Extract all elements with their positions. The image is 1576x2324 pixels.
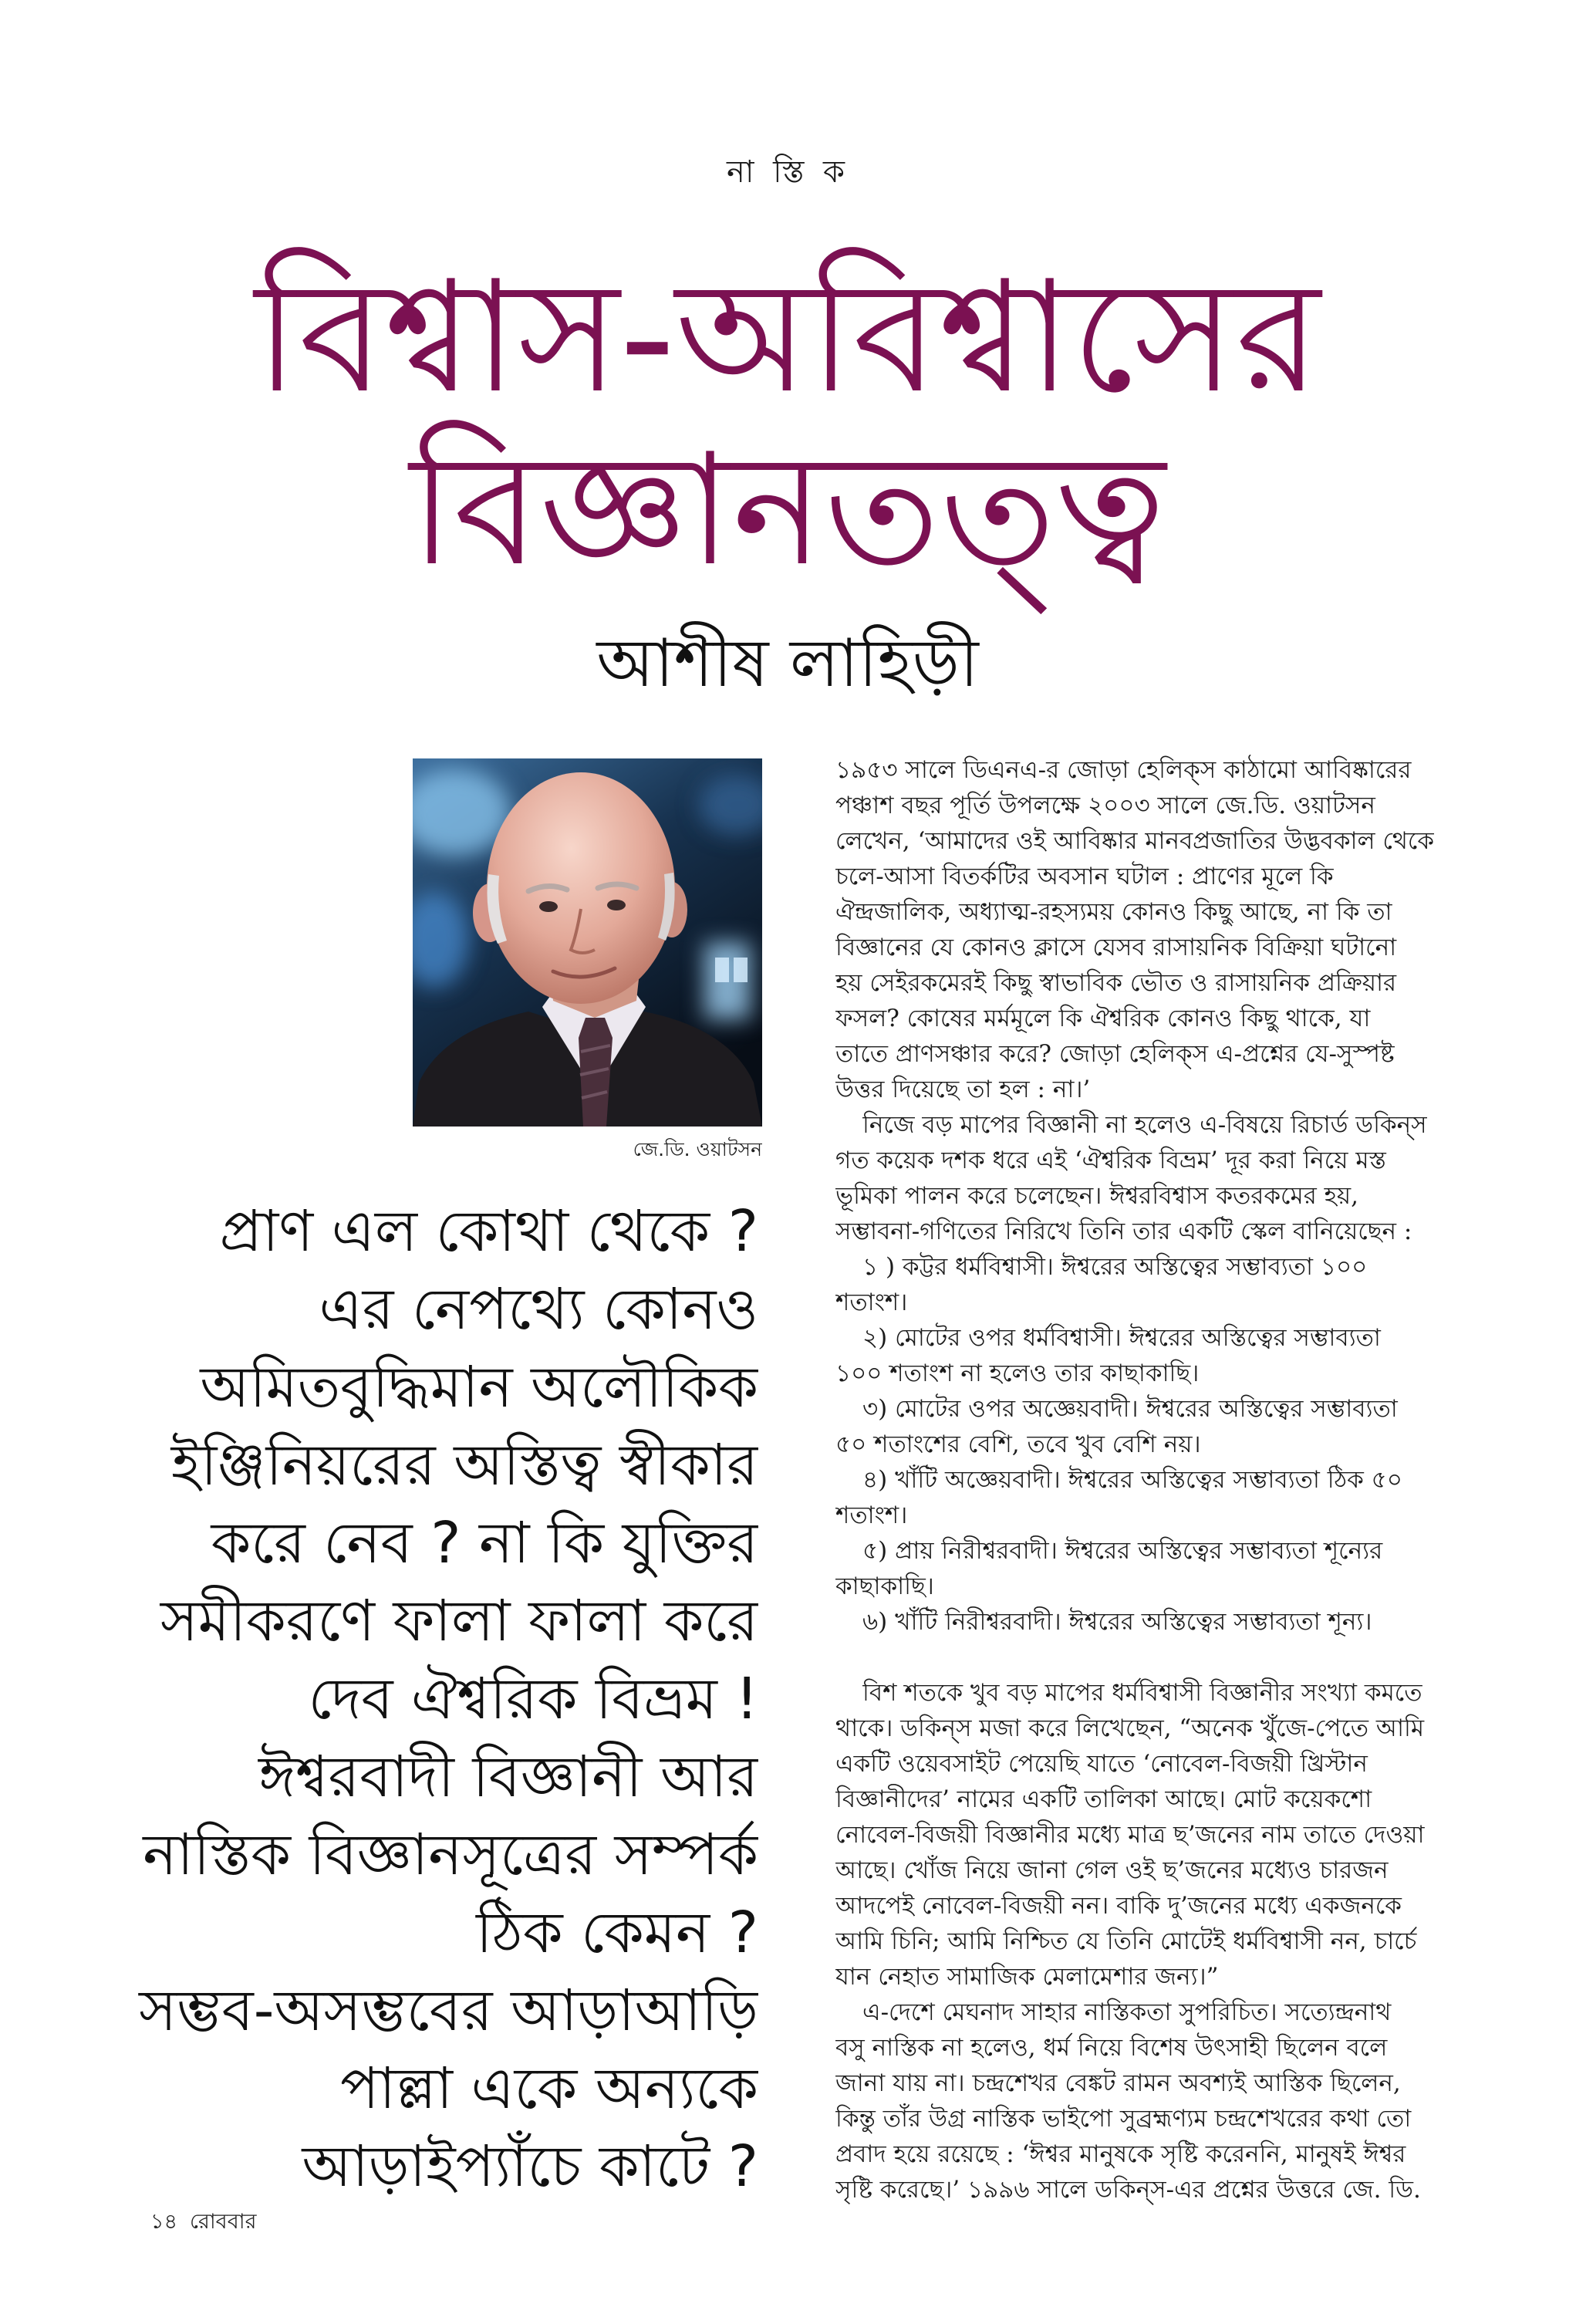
body-line-text: এ-দেশে মেঘনাদ সাহার নাস্তিকতা সুপরিচিত। সত্যেন্দ্রনাথ bbox=[862, 1998, 1392, 2026]
body-line bbox=[835, 2066, 1434, 2101]
paragraph bbox=[835, 1391, 1434, 1462]
body-line bbox=[835, 823, 1434, 859]
body-line-text: তাতে প্রাণসঞ্চার করে? জোড়া হেলিক্‌স এ-প্রশ্নের যে-সুস্পষ্ট bbox=[835, 1040, 1395, 1068]
body-line bbox=[862, 1462, 1434, 1498]
pull-quote-line-text: আড়াইপ্যাঁচে কাটে ? bbox=[302, 2133, 758, 2200]
paragraph bbox=[835, 1533, 1434, 1604]
body-line-text: জানা যায় না। চন্দ্রশেখর বেঙ্কট রামন অবশ্যই আস্তিক ছিলেন, bbox=[835, 2069, 1401, 2097]
head bbox=[487, 772, 675, 1004]
body-line-text: বিজ্ঞানীদের’ নামের একটি তালিকা আছে। মোট কয়েকশো bbox=[835, 1785, 1372, 1813]
body-line-text: লেখেন, ‘আমাদের ওই আবিষ্কার মানবপ্রজাতির উদ্ভবকাল থেকে bbox=[835, 827, 1434, 855]
article-body bbox=[835, 752, 1434, 2207]
pull-quote-line bbox=[116, 1972, 758, 2050]
body-line-text: ভূমিকা পালন করে চলেছেন। ঈশ্বরবিশ্বাস কতরকমের হয়, bbox=[835, 1182, 1359, 1210]
body-line-text: নিজে বড় মাপের বিজ্ঞানী না হলেও এ-বিষয়ে রিচার্ড ডকিন্‌স bbox=[862, 1111, 1427, 1139]
pull-quote-line bbox=[116, 1427, 758, 1505]
body-line bbox=[862, 1107, 1434, 1143]
body-line bbox=[835, 1569, 1434, 1604]
body-line-text: যান নেহাত সামাজিক মেলামেশার জন্য।” bbox=[835, 1963, 1219, 1991]
right-eye bbox=[607, 900, 626, 910]
pull-quote-line-text: অমিতবুদ্ধিমান অলৌকিক bbox=[200, 1354, 758, 1420]
body-line-text: ৩) মোটের ওপর অজ্ঞেয়বাদী। ঈশ্বরের অস্তিত্বের সম্ভাব্যতা bbox=[862, 1395, 1398, 1423]
body-line-text: হয় সেইরকমেরই কিছু স্বাভাবিক ভৌত ও রাসায়নিক প্রক্রিয়ার bbox=[835, 969, 1397, 997]
body-line bbox=[835, 1959, 1434, 1995]
body-line-text: ৪) খাঁটি অজ্ঞেয়বাদী। ঈশ্বরের অস্তিত্বের সম্ভাব্যতা ঠিক ৫০ bbox=[862, 1466, 1402, 1494]
body-line-text: আছে। খোঁজ নিয়ে জানা গেল ওই ছ’জনের মধ্যেও চারজন bbox=[835, 1856, 1389, 1884]
body-line bbox=[835, 2172, 1434, 2207]
body-line bbox=[835, 2137, 1434, 2172]
pull-quote-line-text: ঠিক কেমন ? bbox=[476, 1900, 758, 1966]
body-line bbox=[835, 1888, 1434, 1924]
photo-caption bbox=[413, 1137, 762, 1162]
body-line bbox=[835, 1711, 1434, 1746]
window-pane bbox=[734, 958, 748, 982]
body-line bbox=[835, 1214, 1434, 1249]
body-line bbox=[835, 1817, 1434, 1853]
body-line bbox=[835, 1285, 1434, 1320]
body-line bbox=[835, 1356, 1434, 1391]
text-block bbox=[835, 1675, 1434, 2207]
pull-quote-line bbox=[116, 2050, 758, 2128]
pull-quote-line bbox=[116, 1894, 758, 1972]
body-line-text: আদপেই নোবেল-বিজয়ী নন। বাকি দু’জনের মধ্যে একজনকে bbox=[835, 1892, 1402, 1920]
body-line bbox=[835, 859, 1434, 894]
section-label bbox=[0, 151, 1576, 193]
paragraph bbox=[835, 1320, 1434, 1391]
body-line-text: বিশ শতকে খুব বড় মাপের ধর্মবিশ্বাসী বিজ্ঞানীর সংখ্যা কমতে bbox=[862, 1679, 1422, 1707]
article-title-text-1: বিশ্বাস-অবিশ্বাসের bbox=[255, 248, 1321, 427]
left-eye bbox=[539, 901, 558, 912]
paragraph bbox=[835, 1107, 1434, 1249]
body-line bbox=[835, 2030, 1434, 2066]
pull-quote-line-text: পাল্লা একে অন্যকে bbox=[340, 2055, 758, 2122]
body-line-text: চলে-আসা বিতর্কটির অবসান ঘটাল : প্রাণের মূলে কি bbox=[835, 863, 1334, 890]
body-line bbox=[862, 1675, 1434, 1711]
pull-quote-line-text: প্রাণ এল কোথা থেকে ? bbox=[219, 1198, 758, 1265]
body-line bbox=[862, 1533, 1434, 1569]
pull-quote-line-text: করে নেব ? না কি যুক্তির bbox=[211, 1510, 758, 1576]
window-pane bbox=[715, 958, 729, 982]
body-line bbox=[835, 752, 1434, 788]
body-line bbox=[862, 1320, 1434, 1356]
body-line-text: ১ ) কট্টর ধর্মবিশ্বাসী। ঈশ্বরের অস্তিত্বের সম্ভাব্যতা ১০০ bbox=[862, 1253, 1368, 1281]
pull-quote-line bbox=[116, 2128, 758, 2206]
paragraph bbox=[835, 1249, 1434, 1320]
body-line bbox=[835, 1853, 1434, 1888]
body-line-text: শতাংশ। bbox=[835, 1501, 908, 1529]
pull-quote-line bbox=[116, 1193, 758, 1271]
body-line bbox=[835, 1178, 1434, 1214]
body-line bbox=[835, 1746, 1434, 1782]
body-line bbox=[862, 1249, 1434, 1285]
body-line-text: থাকে। ডকিন্‌স মজা করে লিখেছেন, “অনেক খুঁজে-পেতে আমি bbox=[835, 1714, 1425, 1742]
body-line-text: ফসল? কোষের মর্মমূলে কি ঐশ্বরিক কোনও কিছু থাকে, যা bbox=[835, 1005, 1371, 1032]
photo-caption-text: জে.ডি. ওয়াটসন bbox=[633, 1138, 762, 1160]
body-line-text: আমি চিনি; আমি নিশ্চিত যে তিনি মোটেই ধর্মবিশ্বাসী নন, চার্চে bbox=[835, 1927, 1417, 1955]
paragraph bbox=[835, 1604, 1434, 1640]
pull-quote-line bbox=[116, 1660, 758, 1738]
body-line bbox=[835, 1072, 1434, 1107]
pull-quote-line-text: ঈশ্বরবাদী বিজ্ঞানী আর bbox=[258, 1744, 758, 1810]
body-line bbox=[862, 1995, 1434, 2030]
portrait-photo bbox=[413, 758, 762, 1127]
article-title-line-1 bbox=[93, 248, 1482, 427]
body-line-text: শতাংশ। bbox=[835, 1289, 908, 1316]
body-line bbox=[835, 1143, 1434, 1178]
body-line-text: ঐন্দ্রজালিক, অধ্যাত্ম-রহস্যময় কোনও কিছু আছে, না কি তা bbox=[835, 898, 1392, 926]
portrait-illustration bbox=[413, 758, 762, 1127]
body-line bbox=[835, 930, 1434, 965]
section-label-text: না স্তি ক bbox=[726, 154, 850, 190]
body-line bbox=[835, 1427, 1434, 1462]
body-line-text: ৬) খাঁটি নিরীশ্বরবাদী। ঈশ্বরের অস্তিত্বের সম্ভাব্যতা শূন্য। bbox=[862, 1608, 1372, 1636]
body-line-text: বিজ্ঞানের যে কোনও ক্লাসে যেসব রাসায়নিক বিক্রিয়া ঘটানো bbox=[835, 934, 1397, 961]
pull-quote-line bbox=[116, 1349, 758, 1427]
body-line bbox=[862, 1391, 1434, 1427]
body-line-text: সম্ভাবনা-গণিতের নিরিখে তিনি তার একটি স্কেল বানিয়েছেন : bbox=[835, 1218, 1412, 1245]
body-line-text: নোবেল-বিজয়ী বিজ্ঞানীর মধ্যে মাত্র ছ’জনের নাম তাতে দেওয়া bbox=[835, 1821, 1425, 1849]
body-line bbox=[835, 1001, 1434, 1036]
body-line-text: ১০০ শতাংশ না হলেও তার কাছাকাছি। bbox=[835, 1360, 1200, 1387]
body-line bbox=[835, 1036, 1434, 1072]
pull-quote-line-text: নাস্তিক বিজ্ঞানসূত্রের সম্পর্ক bbox=[143, 1822, 758, 1888]
body-line-text: উত্তর দিয়েছে তা হল : না।’ bbox=[835, 1076, 1091, 1103]
paragraph bbox=[835, 1995, 1434, 2207]
paragraph bbox=[835, 1462, 1434, 1533]
body-line-text: পঞ্চাশ বছর পূর্তি উপলক্ষে ২০০৩ সালে জে.ডি. ওয়াটসন bbox=[835, 792, 1375, 819]
pull-quote-line bbox=[116, 1505, 758, 1583]
author-byline bbox=[325, 625, 1250, 702]
body-line bbox=[835, 1782, 1434, 1817]
body-line bbox=[862, 1604, 1434, 1640]
body-line-text: বসু নাস্তিক না হলেও, ধর্ম নিয়ে বিশেষ উৎসাহী ছিলেন বলে bbox=[835, 2034, 1388, 2062]
pull-quote-line-text: এর নেপথ্যে কোনও bbox=[319, 1276, 758, 1343]
paragraph bbox=[835, 752, 1434, 1107]
pull-quote-line bbox=[116, 1816, 758, 1894]
pull-quote-line bbox=[116, 1738, 758, 1816]
page-footer bbox=[150, 2208, 256, 2236]
body-line bbox=[835, 1924, 1434, 1959]
body-line-text: ১৯৫৩ সালে ডিএনএ-র জোড়া হেলিক্‌স কাঠামো আবিষ্কারের bbox=[835, 756, 1412, 784]
paragraph bbox=[835, 1675, 1434, 1995]
body-line bbox=[835, 788, 1434, 823]
magazine-name: রোববার bbox=[190, 2210, 257, 2234]
body-line bbox=[835, 1498, 1434, 1533]
page-number: ১৪ bbox=[150, 2210, 178, 2234]
article-title-line-2 bbox=[93, 421, 1482, 600]
body-line bbox=[835, 965, 1434, 1001]
pull-quote-line-text: সমীকরণে ফালা ফালা করে bbox=[160, 1588, 758, 1654]
body-line-text: গত কয়েক দশক ধরে এই ‘ঐশ্বরিক বিভ্রম’ দূর করা নিয়ে মস্ত bbox=[835, 1147, 1386, 1174]
body-line-text: ৫) প্রায় নিরীশ্বরবাদী। ঈশ্বরের অস্তিত্বের সম্ভাব্যতা শূন্যের bbox=[862, 1537, 1383, 1565]
pull-quote-line bbox=[116, 1271, 758, 1349]
article-title-text-2: বিজ্ঞানতত্ত্ব bbox=[410, 421, 1166, 600]
body-line bbox=[835, 894, 1434, 930]
body-line-text: একটি ওয়েবসাইট পেয়েছি যাতে ‘নোবেল-বিজয়ী খ্রিস্টান bbox=[835, 1750, 1368, 1778]
body-line-text: ২) মোটের ওপর ধর্মবিশ্বাসী। ঈশ্বরের অস্তিত্বের সম্ভাব্যতা bbox=[862, 1324, 1381, 1352]
pull-quote-line bbox=[116, 1583, 758, 1660]
body-line-text: ৫০ শতাংশের বেশি, তবে খুব বেশি নয়। bbox=[835, 1431, 1201, 1458]
pull-quote bbox=[116, 1193, 758, 2206]
body-line-text: প্রবাদ হয়ে রয়েছে : ‘ঈশ্বর মানুষকে সৃষ্টি করেননি, মানুষই ঈশ্বর bbox=[835, 2140, 1406, 2168]
body-line-text: কাছাকাছি। bbox=[835, 1572, 934, 1600]
body-line-text: সৃষ্টি করেছে।’ ১৯৯৬ সালে ডকিন্‌স-এর প্রশ্নের উত্তরে জে. ডি. bbox=[835, 2176, 1421, 2204]
pull-quote-line-text: দেব ঐশ্বরিক বিভ্রম ! bbox=[308, 1666, 758, 1732]
author-name: আশীষ লাহিড়ী bbox=[596, 625, 979, 702]
pull-quote-line-text: সম্ভব-অসম্ভবের আড়াআড়ি bbox=[139, 1978, 758, 2044]
text-block bbox=[835, 752, 1434, 1640]
body-line bbox=[835, 2101, 1434, 2137]
body-line-text: কিন্তু তাঁর উগ্র নাস্তিক ভাইপো সুব্রহ্মণ্যম চন্দ্রশেখরের কথা তো bbox=[835, 2105, 1412, 2133]
pull-quote-line-text: ইঞ্জিনিয়রের অস্তিত্ব স্বীকার bbox=[170, 1432, 758, 1498]
